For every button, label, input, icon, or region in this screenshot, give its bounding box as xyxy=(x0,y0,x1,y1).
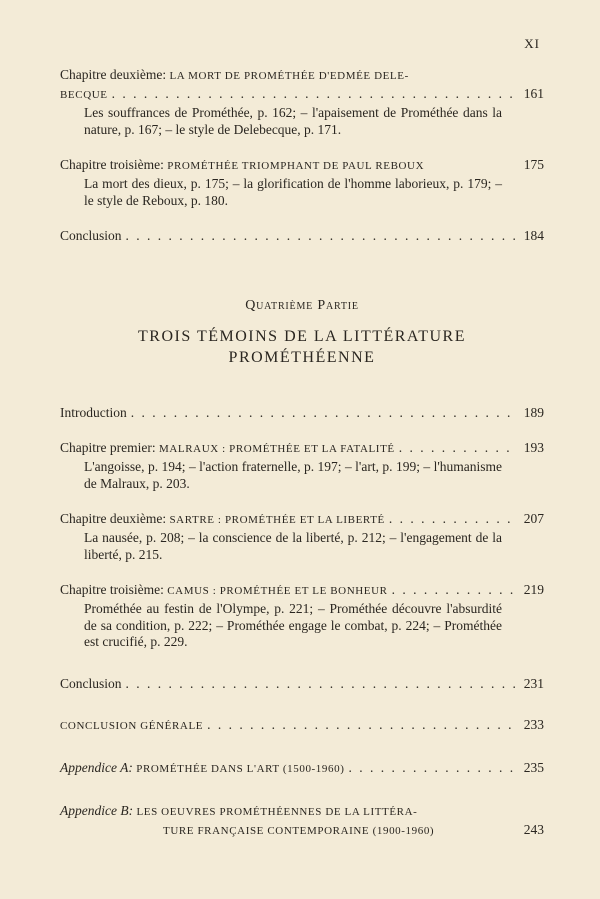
dot-leader xyxy=(389,510,516,527)
chapter-summary: La mort des dieux, p. 175; – la glorification de l'homme laborieux, p. 179; – le style de Reboux, p. 180. xyxy=(84,176,502,208)
page-ref: 219 xyxy=(523,582,544,597)
toc-line xyxy=(60,802,544,821)
toc-entry-camus xyxy=(60,581,544,651)
toc-entry-sartre xyxy=(60,510,544,563)
toc-entry-introduction xyxy=(60,404,544,421)
page-ref: 231 xyxy=(523,675,544,691)
chapter-prefix: Chapitre premier: xyxy=(60,440,156,455)
chapter-title: CAMUS : PROMÉTHÉE ET LE BONHEUR xyxy=(167,585,388,597)
chapter-title: MALRAUX : PROMÉTHÉE ET LA FATALITÉ xyxy=(158,443,395,455)
chapter-title: LA MORT DE PROMÉTHÉE D'EDMÉE DELE- xyxy=(169,70,409,82)
toc-entry-appendice-b xyxy=(60,802,544,840)
toc-entry-reboux xyxy=(60,156,544,209)
part-label xyxy=(60,298,544,314)
page-ref: 193 xyxy=(523,440,544,455)
toc-line xyxy=(60,510,544,529)
chapter-title: SARTRE : PROMÉTHÉE ET LA LIBERTÉ xyxy=(169,514,385,526)
appendix-prefix: Appendice A: xyxy=(60,759,133,775)
appendix-prefix: Appendice B: xyxy=(60,802,134,818)
toc-line xyxy=(60,85,544,104)
entry-title: Introduction xyxy=(60,405,127,420)
page-ref: 189 xyxy=(523,405,544,420)
chapter-prefix: Chapitre troisième: xyxy=(60,157,164,172)
toc-entry-conclusion xyxy=(60,227,544,244)
dot-leader xyxy=(392,581,516,598)
toc-entry-delebecque xyxy=(60,66,544,138)
dot-leader xyxy=(207,716,516,733)
dot-leader xyxy=(131,404,516,421)
toc-line xyxy=(60,581,544,600)
page-number: XI xyxy=(524,36,540,51)
chapter-title: PROMÉTHÉE TRIOMPHANT DE PAUL REBOUX xyxy=(167,160,425,172)
toc-line xyxy=(60,227,544,244)
part-title-line1: TROIS TÉMOINS DE LA LITTÉRATURE xyxy=(138,328,466,345)
entry-title: Conclusion xyxy=(60,675,122,691)
toc-line xyxy=(60,156,544,175)
page-ref: 161 xyxy=(523,86,544,101)
page-ref: 235 xyxy=(523,759,544,775)
chapter-summary: L'angoisse, p. 194; – l'action fraternelle, p. 197; – l'art, p. 199; – l'humanisme de Malraux, p. 203. xyxy=(84,459,502,491)
toc-line xyxy=(60,439,544,458)
chapter-summary: La nausée, p. 208; – la conscience de la liberté, p. 212; – l'engagement de la liberté, p. 215. xyxy=(84,530,502,562)
toc-line xyxy=(60,675,544,692)
toc-line xyxy=(60,716,544,735)
appendix-title: LES OEUVRES PROMÉTHÉENNES DE LA LITTÉRA- xyxy=(136,805,418,818)
toc-line xyxy=(60,66,544,85)
chapter-summary: Prométhée au festin de l'Olympe, p. 221; – Prométhée découvre l'absurdité de sa condition, p. 222; – Prométhée engage le combat, p. 224; – Prométhée est crucifié, p. 229. xyxy=(84,601,502,649)
page-ref: 184 xyxy=(523,228,544,243)
entry-title: CONCLUSION GÉNÉRALE xyxy=(60,719,204,732)
dot-leader xyxy=(348,759,516,776)
toc-entry-malraux xyxy=(60,439,544,492)
page-ref: 175 xyxy=(523,157,544,172)
part-title-line2: PROMÉTHÉENNE xyxy=(228,349,376,366)
part-title xyxy=(60,326,544,368)
toc-entry-appendice-a xyxy=(60,759,544,778)
page-ref: 243 xyxy=(523,821,544,837)
chapter-summary: Les souffrances de Prométhée, p. 162; – l'apaisement de Prométhée dans la nature, p. 167; – le style de Delebecque, p. 171. xyxy=(84,105,502,137)
dot-leader xyxy=(126,675,516,692)
toc-line xyxy=(60,821,544,840)
chapter-title-cont: BECQUE xyxy=(60,89,108,101)
appendix-title-cont: TURE FRANÇAISE CONTEMPORAINE (1900-1960) xyxy=(163,824,435,837)
dot-leader xyxy=(399,439,516,456)
page-ref: 233 xyxy=(523,716,544,732)
chapter-prefix: Chapitre deuxième: xyxy=(60,511,167,526)
chapter-prefix: Chapitre deuxième: xyxy=(60,67,167,82)
toc-entry-conclusion-generale xyxy=(60,716,544,735)
toc-entry-conclusion-part4 xyxy=(60,675,544,692)
part-label-text: Quatrième Partie xyxy=(245,298,359,313)
appendix-title: PROMÉTHÉE DANS L'ART (1500-1960) xyxy=(136,762,345,775)
dot-leader xyxy=(112,85,516,102)
toc-line xyxy=(60,404,544,421)
page-ref: 207 xyxy=(523,511,544,526)
dot-leader xyxy=(126,227,516,244)
entry-title: Conclusion xyxy=(60,228,122,243)
toc-line xyxy=(60,759,544,778)
chapter-prefix: Chapitre troisième: xyxy=(60,582,164,597)
table-of-contents xyxy=(60,66,544,858)
